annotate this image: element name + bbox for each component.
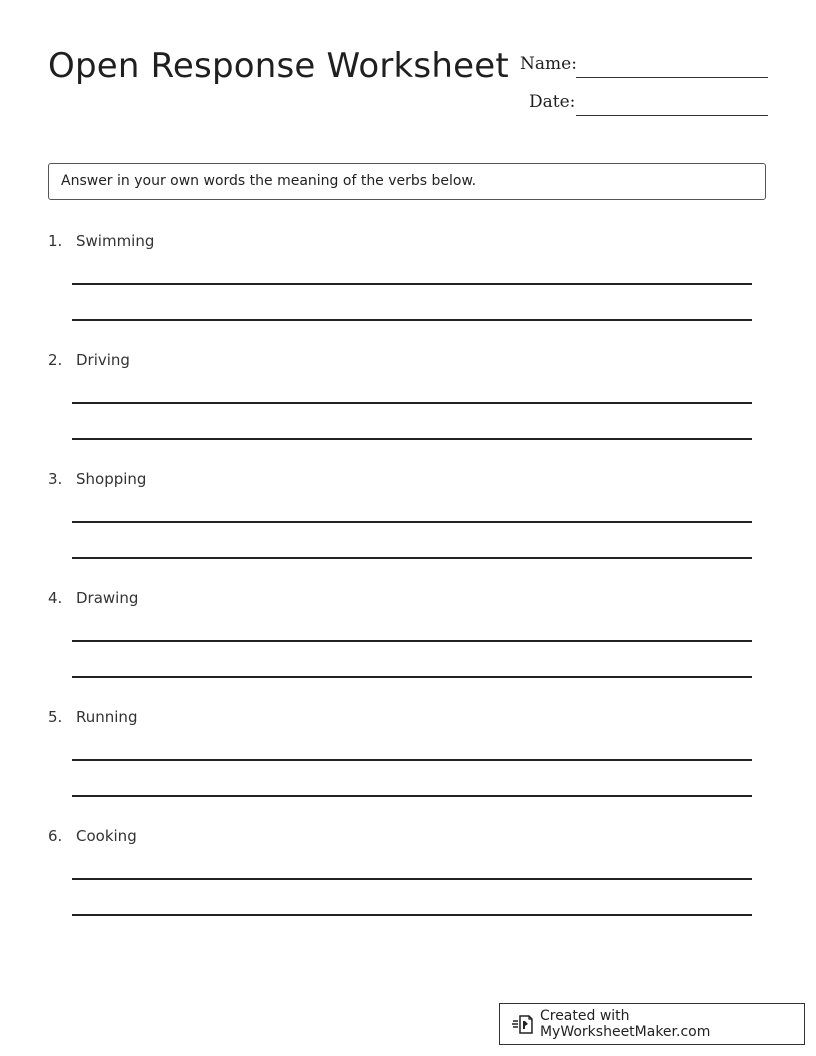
footer-text: Created with MyWorksheetMaker.com	[539, 1008, 711, 1040]
question-item	[0, 351, 816, 470]
instructions-box: Answer in your own words the meaning of the verbs below.	[48, 163, 766, 200]
question-number: 1.	[48, 232, 63, 250]
name-label: Name:	[520, 54, 577, 74]
answer-line[interactable]	[72, 402, 752, 404]
date-field-line[interactable]	[576, 115, 768, 116]
question-text: Running	[76, 708, 138, 726]
answer-line[interactable]	[72, 640, 752, 642]
answer-line[interactable]	[72, 319, 752, 321]
answer-line[interactable]	[72, 676, 752, 678]
answer-line[interactable]	[72, 878, 752, 880]
answer-line[interactable]	[72, 283, 752, 285]
answer-line[interactable]	[72, 795, 752, 797]
worksheet-maker-logo-icon	[512, 1013, 534, 1035]
page-title: Open Response Worksheet	[48, 46, 509, 86]
answer-line[interactable]	[72, 557, 752, 559]
answer-line[interactable]	[72, 521, 752, 523]
question-text: Drawing	[76, 589, 139, 607]
question-text: Driving	[76, 351, 130, 369]
answer-line[interactable]	[72, 759, 752, 761]
question-item	[0, 232, 816, 351]
question-number: 3.	[48, 470, 63, 488]
date-label: Date:	[529, 92, 576, 112]
answer-line[interactable]	[72, 914, 752, 916]
footer-badge[interactable]	[499, 1003, 805, 1045]
question-number: 2.	[48, 351, 63, 369]
name-field-line[interactable]	[576, 77, 768, 78]
question-text: Shopping	[76, 470, 147, 488]
answer-line[interactable]	[72, 438, 752, 440]
question-item	[0, 470, 816, 589]
question-item	[0, 589, 816, 708]
question-text: Cooking	[76, 827, 137, 845]
question-number: 6.	[48, 827, 63, 845]
question-item	[0, 708, 816, 827]
question-item	[0, 827, 816, 946]
question-number: 4.	[48, 589, 63, 607]
question-text: Swimming	[76, 232, 155, 250]
question-number: 5.	[48, 708, 63, 726]
